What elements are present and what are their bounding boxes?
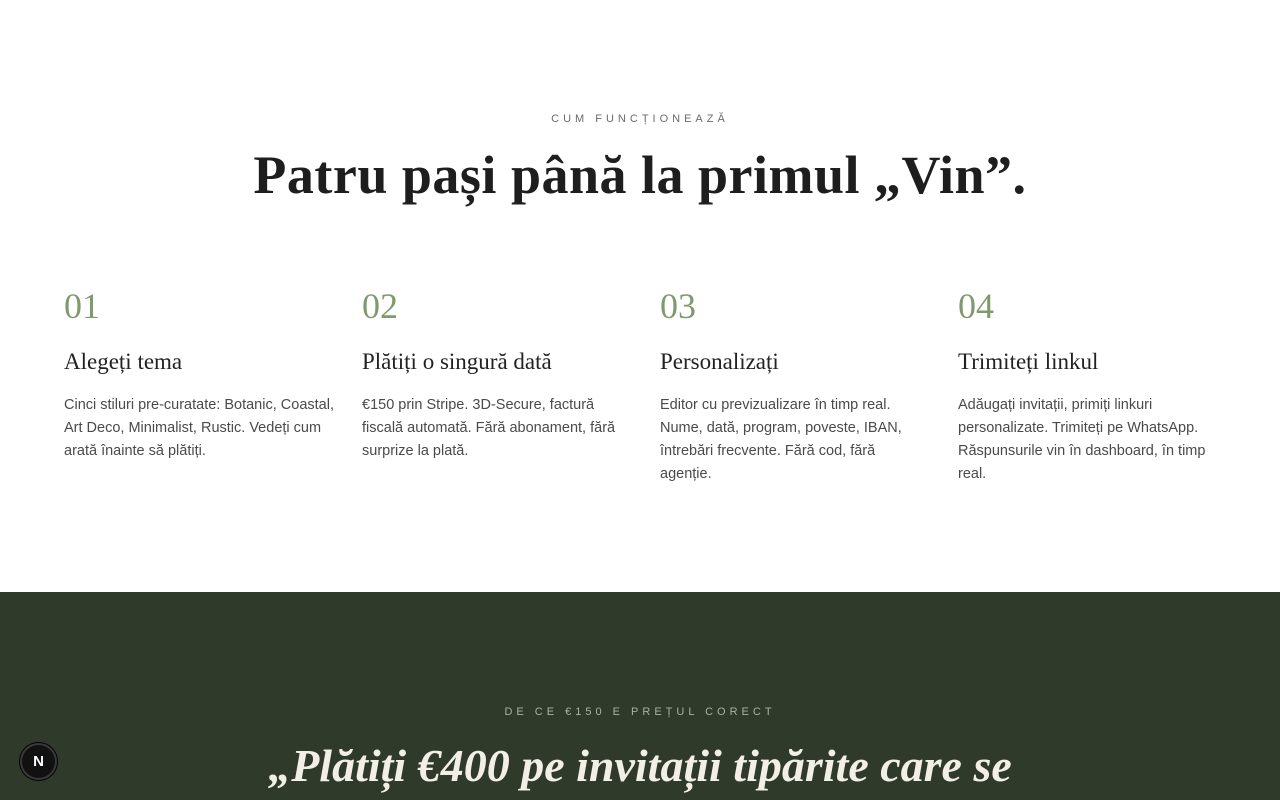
pricing-eyebrow: DE CE €150 E PREȚUL CORECT — [504, 706, 776, 718]
step-item — [64, 285, 334, 486]
step-description: Editor cu previzualizare în timp real. Nume, dată, program, poveste, IBAN, întrebări frecvente. Fără cod, fără agenție. — [660, 397, 902, 482]
step-number: 03 — [660, 286, 696, 326]
steps-list — [64, 285, 1220, 486]
how-it-works-eyebrow: CUM FUNCȚIONEAZĂ — [551, 113, 729, 125]
pricing-quote: „Plătiți €400 pe invitații tipărite care se — [268, 740, 1012, 791]
step-description: €150 prin Stripe. 3D-Secure, factură fiscală automată. Fără abonament, fără surprize la plată. — [362, 397, 616, 459]
step-item — [660, 285, 930, 486]
step-number: 04 — [958, 286, 994, 326]
step-title: Personalizați — [660, 349, 779, 374]
pricing-section — [0, 592, 1280, 800]
step-item — [362, 285, 632, 486]
next-logo-icon: N — [33, 753, 44, 770]
how-it-works-title: Patru pași până la primul „Vin”. — [253, 145, 1027, 205]
step-title: Plătiți o singură dată — [362, 349, 552, 374]
step-number: 02 — [362, 286, 398, 326]
step-title: Trimiteți linkul — [958, 349, 1099, 374]
next-dev-indicator-button[interactable] — [20, 743, 57, 780]
step-description: Adăugați invitații, primiți linkuri personalizate. Trimiteți pe WhatsApp. Răspunsurile vin în dashboard, în timp real. — [958, 397, 1206, 482]
step-description: Cinci stiluri pre-curatate: Botanic, Coastal, Art Deco, Minimalist, Rustic. Vedeți cum arată înainte să plătiți. — [64, 397, 334, 459]
step-number: 01 — [64, 286, 100, 326]
step-title: Alegeți tema — [64, 349, 183, 374]
step-item — [958, 285, 1228, 486]
